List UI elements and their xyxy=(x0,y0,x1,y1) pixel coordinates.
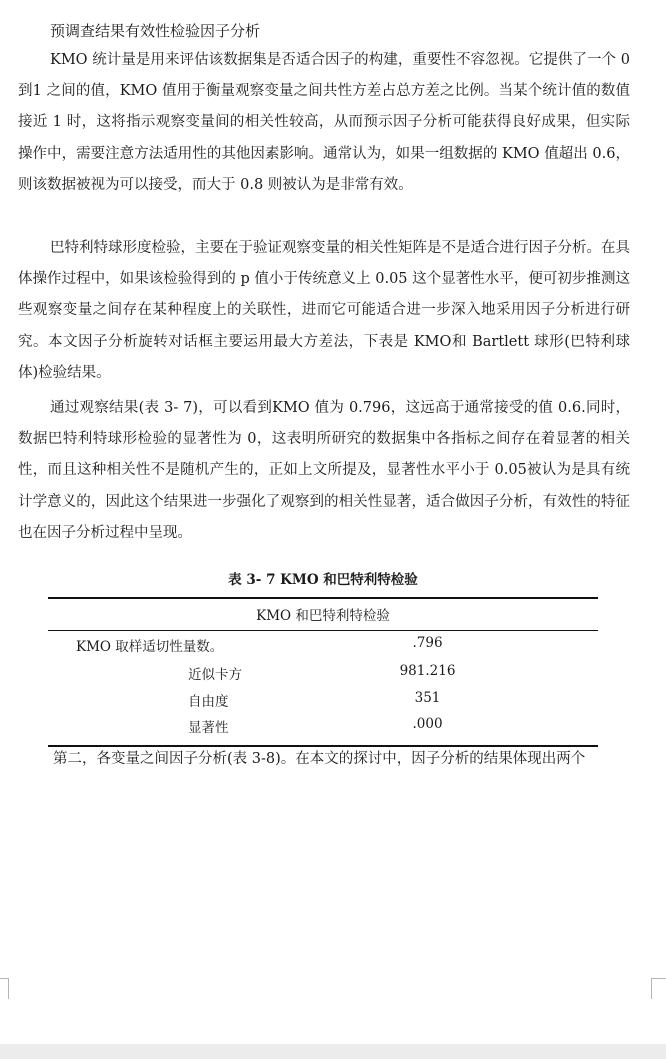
table-row-label: 近似卡方 xyxy=(188,667,242,683)
table-row-value: 351 xyxy=(414,690,441,706)
paragraph-results: 通过观察结果(表 3- 7)，可以看到KMO 值为 0.796，这远高于通常接受的值 0.6.同时，数据巴特利特球形检验的显著性为 0，这表明所研究的数据集中各指标之间存在着显著的相关性，而且这种相关性不是随机产生的，正如上文所提及，显著性水平小于 0.05被认为是具有统计学意义的，因此这个结果进一步强化了观察到的相关性显著，适合做因子分析，有效性的特征也在因子分析过程中呈现。 xyxy=(18,400,630,541)
table-top-rule xyxy=(48,597,598,599)
page-corner-mark-left xyxy=(0,978,9,999)
table-header: KMO 和巴特利特检验 xyxy=(256,608,390,624)
paragraph-bartlett: 巴特利特球形度检验，主要在于验证观察变量的相关性矩阵是不是适合进行因子分析。在具体操作过程中，如果该检验得到的 p 值小于传统意义上 0.05 这个显著性水平，便可初步推测这些观察变量之间存在某种程度上的关联性，进而它可能适合进一步深入地采用因子分析进行研究。本文因子分析旋转对话框主要运用最大方差法，下表是 KMO和 Bartlett 球形(巴特利球体)检验结果。 xyxy=(18,240,630,381)
table-row-value: .000 xyxy=(412,716,443,732)
paragraph-kmo: KMO 统计量是用来评估该数据集是否适合因子的构建，重要性不容忽视。它提供了一个 0 到1 之间的值，KMO 值用于衡量观察变量之间共性方差占总方差之比例。当某个统计值的数值接近 1 时，这将指示观察变量间的相关性较高，从而预示因子分析可能获得良好成果，但实际操作中，需要注意方法适用性的其他因素影响。通常认为，如果一组数据的 KMO 值超出 0.6，则该数据被视为可以接受，而大于 0.8 则被认为是非常有效。 xyxy=(18,52,630,193)
table-caption: 表 3- 7 KMO 和巴特利特检验 xyxy=(228,572,418,588)
table-header-rule xyxy=(48,630,598,631)
table-row-value: .796 xyxy=(412,635,443,651)
table-row-value: 981.216 xyxy=(399,663,456,679)
table-row-label: 显著性 xyxy=(188,720,229,736)
page-corner-mark-right xyxy=(651,978,666,999)
page-gap xyxy=(0,1044,666,1059)
table-row-label: KMO 取样适切性量数。 xyxy=(76,639,224,655)
table-row-label: 自由度 xyxy=(188,694,229,710)
table-bottom-rule xyxy=(48,745,598,747)
paragraph-trailing: 第二，各变量之间因子分析(表 3-8)。在本文的探讨中，因子分析的结果体现出两个 xyxy=(53,751,586,767)
section-heading: 预调查结果有效性检验因子分析 xyxy=(50,22,261,40)
